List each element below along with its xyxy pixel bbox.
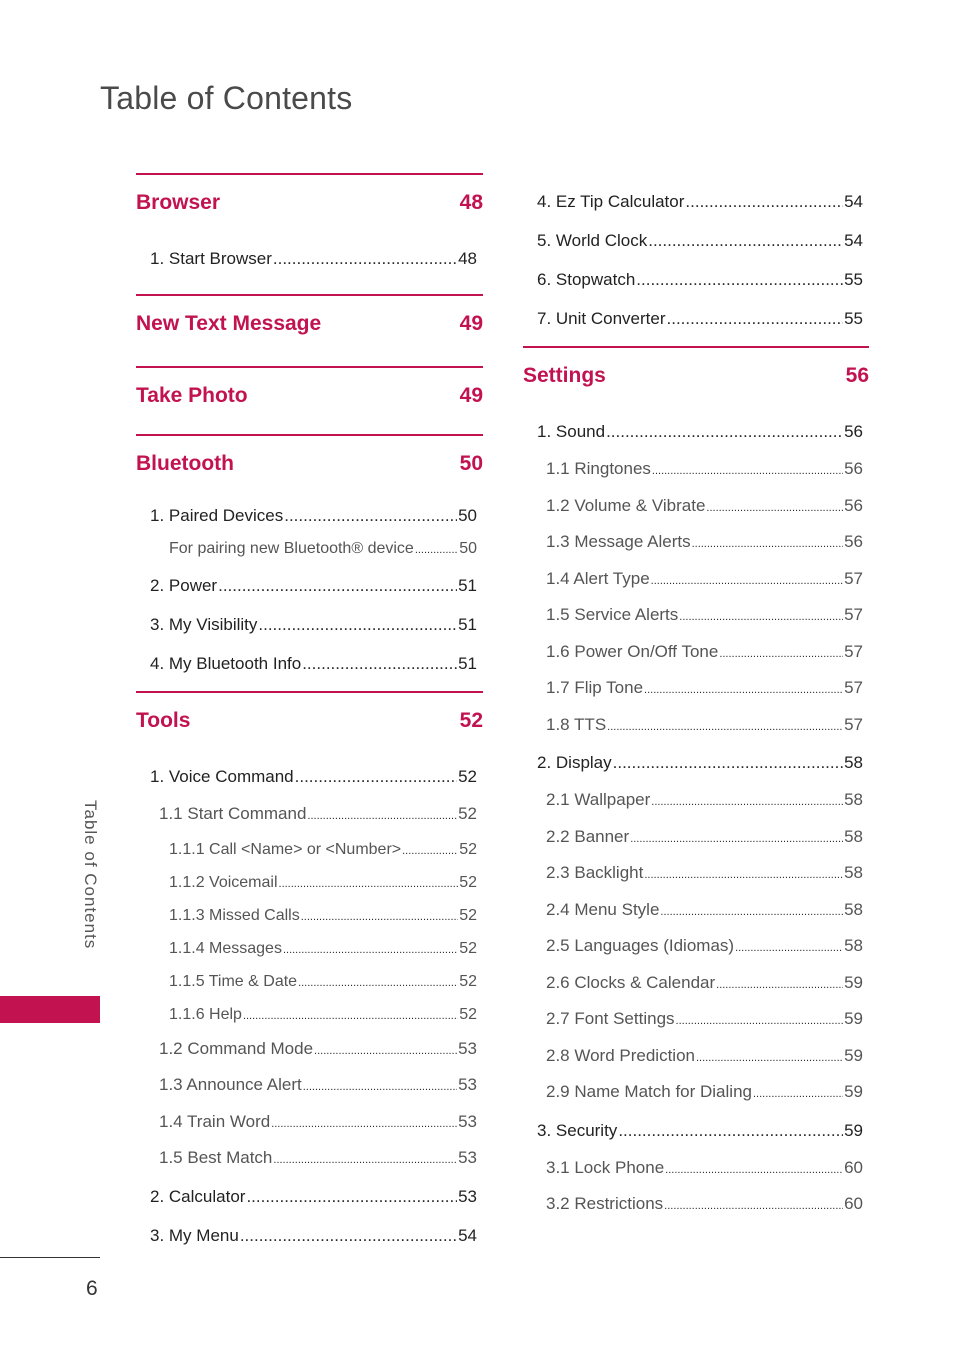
leader-dots xyxy=(679,597,843,636)
toc-entry-label: 1.4 Alert Type xyxy=(546,568,650,588)
toc-entry-page: 58 xyxy=(844,936,863,955)
toc-entry[interactable] xyxy=(523,707,869,744)
leader-dots xyxy=(301,899,458,934)
leader-dots xyxy=(295,757,457,796)
toc-entry-label: 2.4 Menu Style xyxy=(546,899,660,919)
section-page: 52 xyxy=(459,709,483,732)
section-page: 50 xyxy=(459,452,483,475)
section-title: Bluetooth xyxy=(136,452,234,475)
toc-entry-page: 51 xyxy=(458,576,477,595)
leader-dots xyxy=(298,965,458,1000)
leader-dots xyxy=(314,1031,457,1070)
toc-entry-page: 54 xyxy=(458,1225,477,1245)
toc-entry-page: 59 xyxy=(844,1082,863,1101)
toc-entry-label: 7. Unit Converter xyxy=(537,309,666,328)
leader-dots xyxy=(218,566,457,605)
leader-dots xyxy=(648,221,843,260)
leader-dots xyxy=(271,1104,457,1143)
toc-entry-label: 2.8 Word Prediction xyxy=(546,1045,695,1065)
toc-section-heading[interactable] xyxy=(136,368,483,420)
toc-entry[interactable] xyxy=(136,1104,483,1141)
toc-entry-label: 1.4 Train Word xyxy=(159,1111,271,1131)
section-page: 48 xyxy=(459,191,483,214)
toc-entry-label: 6. Stopwatch xyxy=(537,270,636,289)
toc-entry[interactable] xyxy=(523,819,869,856)
toc-entry-label: 4. My Bluetooth Info xyxy=(150,654,302,673)
toc-entry-page: 56 xyxy=(844,495,863,515)
toc-entry[interactable] xyxy=(136,965,483,998)
toc-entry-page: 57 xyxy=(844,641,863,661)
toc-entry[interactable] xyxy=(523,488,869,525)
toc-entry-label: 4. Ez Tip Calculator xyxy=(537,192,685,211)
toc-entry[interactable] xyxy=(523,221,869,260)
toc-entry-page: 59 xyxy=(844,1009,863,1028)
toc-entry[interactable] xyxy=(136,899,483,932)
toc-entry[interactable] xyxy=(523,299,869,338)
toc-entry[interactable] xyxy=(136,833,483,866)
toc-entry-page: 56 xyxy=(844,422,863,441)
section-title: Browser xyxy=(136,191,221,214)
toc-entry[interactable] xyxy=(136,1031,483,1068)
toc-entry-label: 2.1 Wallpaper xyxy=(546,790,651,809)
toc-entry-label: 1.1.3 Missed Calls xyxy=(169,906,300,924)
toc-entry[interactable] xyxy=(136,500,483,532)
toc-entry-label: 2.2 Banner xyxy=(546,826,630,846)
leader-dots xyxy=(660,892,843,931)
toc-section-settings xyxy=(523,346,869,1223)
leader-dots xyxy=(665,1150,843,1189)
leader-dots xyxy=(667,299,844,338)
leader-dots xyxy=(613,743,843,782)
toc-entry[interactable] xyxy=(523,1111,869,1150)
toc-entry[interactable] xyxy=(523,743,869,782)
toc-entry-label: 1. Paired Devices xyxy=(150,506,284,525)
toc-entry-page: 52 xyxy=(459,939,477,957)
toc-entry[interactable] xyxy=(136,1140,483,1177)
toc-entry[interactable] xyxy=(523,855,869,892)
toc-entry-page: 52 xyxy=(459,873,477,891)
section-page: 49 xyxy=(459,312,483,335)
toc-entry-page: 60 xyxy=(844,1194,863,1213)
toc-entry-page: 54 xyxy=(844,231,863,250)
toc-section-tools xyxy=(136,691,483,1255)
toc-entry-label: 3.2 Restrictions xyxy=(546,1194,664,1213)
toc-entry[interactable] xyxy=(136,998,483,1031)
leader-dots xyxy=(636,260,843,299)
toc-entry[interactable] xyxy=(136,1216,483,1255)
toc-entry-label: 1.2 Volume & Vibrate xyxy=(546,495,706,515)
leader-dots xyxy=(307,796,457,835)
toc-entry[interactable] xyxy=(136,1067,483,1104)
toc-entry-label: 1. Voice Command xyxy=(150,767,294,786)
toc-entry-label: 2.3 Backlight xyxy=(546,863,644,882)
leader-dots xyxy=(630,819,843,858)
toc-entry-page: 57 xyxy=(844,605,863,624)
section-page: 49 xyxy=(459,384,483,407)
toc-entry[interactable] xyxy=(523,412,869,451)
toc-entry-label: 1.3 Message Alerts xyxy=(546,532,691,551)
toc-entry-note[interactable] xyxy=(136,532,483,566)
toc-entry[interactable] xyxy=(523,670,869,707)
toc-entry-label: 1.1 Start Command xyxy=(159,804,307,823)
toc-entry-page: 59 xyxy=(844,1120,863,1140)
toc-entry-page: 52 xyxy=(458,767,477,786)
leader-dots xyxy=(258,605,457,644)
toc-entry-page: 52 xyxy=(459,972,477,990)
toc-entry[interactable] xyxy=(136,566,483,605)
leader-dots xyxy=(692,524,844,563)
leader-dots xyxy=(652,451,843,490)
toc-entry-page: 52 xyxy=(459,1005,477,1023)
toc-entry-page: 52 xyxy=(459,906,477,924)
toc-entry-page: 60 xyxy=(844,1157,863,1177)
toc-entry-page: 57 xyxy=(844,678,863,697)
side-section-label: Table of Contents xyxy=(81,800,100,950)
leader-dots xyxy=(606,412,843,451)
toc-entry[interactable] xyxy=(523,1074,869,1111)
toc-entry-page: 50 xyxy=(459,540,477,557)
toc-section-new-text-message xyxy=(136,294,483,348)
toc-entry-label: 2. Power xyxy=(150,576,218,595)
toc-entry[interactable] xyxy=(523,1001,869,1038)
section-title: New Text Message xyxy=(136,312,322,335)
leader-dots xyxy=(696,1038,843,1077)
toc-entry-label: 1.1.4 Messages xyxy=(169,939,282,957)
toc-entry[interactable] xyxy=(136,866,483,899)
leader-dots xyxy=(402,833,458,868)
side-section-tab xyxy=(0,996,100,1023)
toc-entry-page: 48 xyxy=(458,249,477,268)
toc-entry[interactable] xyxy=(136,1177,483,1216)
toc-section-browser xyxy=(136,173,483,278)
toc-entry[interactable] xyxy=(523,182,869,221)
toc-entry-page: 59 xyxy=(844,972,863,992)
toc-entry[interactable] xyxy=(136,605,483,644)
toc-entry-label: 2.6 Clocks & Calendar xyxy=(546,972,716,992)
toc-entry-label: 1. Sound xyxy=(537,422,606,441)
leader-dots xyxy=(243,998,458,1033)
toc-entry-page: 58 xyxy=(844,753,863,772)
leader-dots xyxy=(651,561,843,600)
leader-dots xyxy=(651,782,843,821)
leader-dots xyxy=(273,1140,457,1179)
leader-dots xyxy=(706,488,843,527)
toc-section-heading[interactable] xyxy=(136,693,483,745)
toc-entry-page: 58 xyxy=(844,826,863,846)
toc-entry[interactable] xyxy=(136,932,483,965)
toc-entry[interactable] xyxy=(136,757,483,796)
toc-tools-continued xyxy=(523,182,869,338)
leader-dots xyxy=(240,1216,457,1255)
toc-left-column xyxy=(136,173,483,1255)
section-page: 56 xyxy=(845,364,869,387)
toc-entry-page: 54 xyxy=(844,192,863,211)
toc-right-column xyxy=(523,182,869,1223)
section-title: Settings xyxy=(523,364,606,387)
toc-entry-label: 2.7 Font Settings xyxy=(546,1009,675,1028)
toc-entry-label: 1.5 Service Alerts xyxy=(546,605,679,624)
toc-entry[interactable] xyxy=(136,796,483,833)
toc-entry-label: 1.1 Ringtones xyxy=(546,459,651,478)
leader-dots xyxy=(284,500,457,532)
toc-entry-page: 55 xyxy=(844,309,863,328)
toc-section-bluetooth xyxy=(136,434,483,683)
leader-dots xyxy=(283,932,458,967)
toc-entry[interactable] xyxy=(523,1150,869,1187)
toc-entry-label: 1.8 TTS xyxy=(546,714,607,734)
leader-dots xyxy=(676,1001,844,1040)
toc-entry-label: 3.1 Lock Phone xyxy=(546,1157,665,1177)
toc-entry-label: 3. My Menu xyxy=(150,1225,239,1245)
leader-dots xyxy=(303,1067,457,1106)
toc-section-heading[interactable] xyxy=(136,175,483,227)
leader-dots xyxy=(607,707,843,746)
toc-entry-page: 56 xyxy=(844,459,863,478)
page-title: Table of Contents xyxy=(100,80,353,116)
leader-dots xyxy=(664,1186,843,1225)
toc-entry-label: 2. Display xyxy=(537,753,612,772)
toc-entry-label: 1.1.2 Voicemail xyxy=(169,873,278,891)
toc-entry-label: 1.2 Command Mode xyxy=(159,1038,314,1058)
section-title: Tools xyxy=(136,709,191,732)
toc-entry-label: 3. My Visibility xyxy=(150,615,258,634)
leader-dots xyxy=(415,532,458,567)
section-title: Take Photo xyxy=(136,384,248,407)
toc-entry-page: 57 xyxy=(844,714,863,734)
leader-dots xyxy=(644,855,843,894)
leader-dots xyxy=(279,866,459,901)
toc-entry-page: 50 xyxy=(458,506,477,525)
toc-entry[interactable] xyxy=(523,782,869,819)
toc-entry-label: 1.6 Power On/Off Tone xyxy=(546,641,719,661)
toc-section-heading[interactable] xyxy=(136,296,483,348)
toc-entry[interactable] xyxy=(523,260,869,299)
toc-entry-page: 51 xyxy=(458,654,477,673)
toc-entry[interactable] xyxy=(523,892,869,929)
toc-entry-label: 5. World Clock xyxy=(537,231,648,250)
toc-entry-page: 55 xyxy=(844,270,863,289)
footer-divider xyxy=(0,1257,100,1258)
toc-section-heading[interactable] xyxy=(136,436,483,488)
toc-entry-page: 57 xyxy=(844,568,863,588)
leader-dots xyxy=(273,239,457,278)
leader-dots xyxy=(246,1177,457,1216)
toc-entry-page: 58 xyxy=(844,899,863,919)
leader-dots xyxy=(618,1111,843,1150)
toc-entry-label: 1.5 Best Match xyxy=(159,1148,273,1167)
toc-entry[interactable] xyxy=(523,597,869,634)
leader-dots xyxy=(644,670,843,709)
leader-dots xyxy=(716,965,843,1004)
toc-entry[interactable] xyxy=(523,1038,869,1075)
toc-entry[interactable] xyxy=(523,561,869,598)
toc-entry-label: 1. Start Browser xyxy=(150,249,272,268)
toc-entry-page: 56 xyxy=(844,532,863,551)
toc-entry-label: For pairing new Bluetooth® device xyxy=(169,540,414,557)
leader-dots xyxy=(719,634,843,673)
toc-entry-label: 2. Calculator xyxy=(150,1186,246,1206)
toc-entry-page: 53 xyxy=(458,1148,477,1167)
toc-entry-label: 1.1.5 Time & Date xyxy=(169,972,298,990)
toc-entry-label: 2.5 Languages (Idiomas) xyxy=(546,936,735,955)
toc-entry[interactable] xyxy=(523,634,869,671)
toc-entry[interactable] xyxy=(136,239,483,278)
toc-entry-label: 1.7 Flip Tone xyxy=(546,678,644,697)
toc-entry-page: 53 xyxy=(458,1038,477,1058)
leader-dots xyxy=(735,928,843,967)
toc-entry-label: 1.1.6 Help xyxy=(169,1005,242,1023)
toc-entry-page: 58 xyxy=(844,790,863,809)
leader-dots xyxy=(685,182,843,221)
toc-entry-page: 52 xyxy=(458,804,477,823)
toc-entry-page: 51 xyxy=(458,615,477,634)
toc-entry-page: 53 xyxy=(458,1111,477,1131)
toc-entry[interactable] xyxy=(523,1186,869,1223)
toc-entry-label: 1.3 Announce Alert xyxy=(159,1075,302,1094)
toc-section-heading[interactable] xyxy=(523,348,869,400)
toc-entry-page: 53 xyxy=(458,1075,477,1094)
toc-entry-page: 58 xyxy=(844,863,863,882)
toc-entry[interactable] xyxy=(523,928,869,965)
toc-entry-page: 53 xyxy=(458,1186,477,1206)
toc-entry-page: 59 xyxy=(844,1045,863,1065)
toc-entry[interactable] xyxy=(523,965,869,1002)
toc-entry-label: 3. Security xyxy=(537,1120,618,1140)
leader-dots xyxy=(302,644,457,683)
toc-section-take-photo xyxy=(136,366,483,420)
toc-entry[interactable] xyxy=(523,451,869,488)
toc-entry-label: 1.1.1 Call <Name> or <Number> xyxy=(169,840,402,858)
leader-dots xyxy=(753,1074,843,1113)
page-number: 6 xyxy=(86,1277,98,1300)
toc-entry-label: 2.9 Name Match for Dialing xyxy=(546,1082,752,1101)
toc-entry-page: 52 xyxy=(459,840,477,858)
toc-entry[interactable] xyxy=(136,644,483,683)
toc-entry[interactable] xyxy=(523,524,869,561)
